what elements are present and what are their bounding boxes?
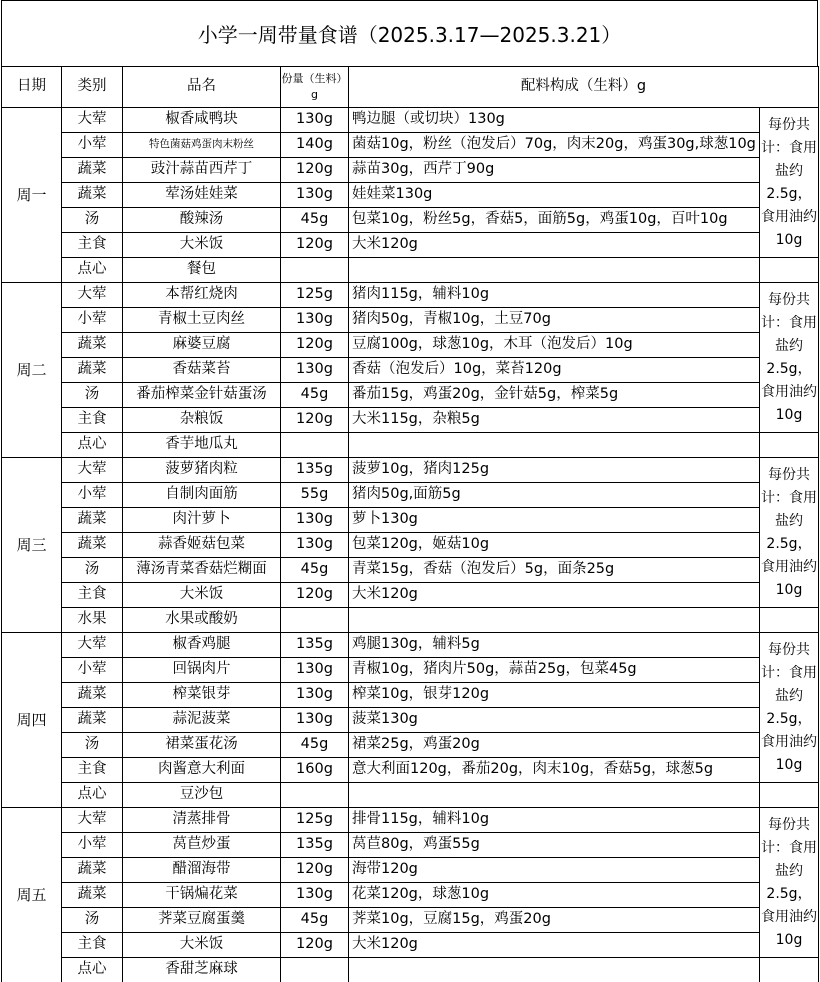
portion-cell: 120g bbox=[281, 583, 349, 608]
menu-row bbox=[2, 833, 819, 858]
menu-row bbox=[2, 583, 819, 608]
category-cell: 蔬菜 bbox=[62, 683, 123, 708]
dish-cell: 回锅肉片 bbox=[123, 658, 281, 683]
dish-cell: 蒜泥菠菜 bbox=[123, 708, 281, 733]
page-title: 小学一周带量食谱（2025.3.17—2025.3.21） bbox=[1, 0, 818, 66]
dish-cell: 肉酱意大利面 bbox=[123, 758, 281, 783]
menu-row bbox=[2, 233, 819, 258]
ingredients-cell: 大米120g bbox=[349, 583, 760, 608]
dish-cell: 荤汤娃娃菜 bbox=[123, 183, 281, 208]
empty-cell bbox=[760, 608, 819, 633]
menu-row bbox=[2, 708, 819, 733]
portion-cell: 130g bbox=[281, 108, 349, 133]
menu-row bbox=[2, 433, 819, 458]
ingredients-cell: 娃娃菜130g bbox=[349, 183, 760, 208]
menu-row bbox=[2, 333, 819, 358]
portion-cell: 120g bbox=[281, 233, 349, 258]
category-cell: 小荤 bbox=[62, 658, 123, 683]
menu-row bbox=[2, 858, 819, 883]
portion-cell bbox=[281, 433, 349, 458]
ingredients-cell: 荠菜10g，豆腐15g，鸡蛋20g bbox=[349, 908, 760, 933]
dish-cell: 蒜香姬菇包菜 bbox=[123, 533, 281, 558]
dish-cell: 餐包 bbox=[123, 258, 281, 283]
ingredients-cell: 菠萝10g，猪肉125g bbox=[349, 458, 760, 483]
ingredients-cell: 青菜15g，香菇（泡发后）5g，面条25g bbox=[349, 558, 760, 583]
portion-cell: 135g bbox=[281, 633, 349, 658]
empty-cell bbox=[760, 958, 819, 982]
dish-cell: 豆沙包 bbox=[123, 783, 281, 808]
dish-cell: 大米饭 bbox=[123, 583, 281, 608]
nutrition-note: 每份共计：食用盐约2.5g，食用油约10g bbox=[760, 458, 819, 608]
ingredients-cell: 花菜120g，球葱10g bbox=[349, 883, 760, 908]
header-row bbox=[2, 67, 819, 108]
header-portion: 份量（生料）g bbox=[281, 67, 349, 108]
portion-cell: 130g bbox=[281, 533, 349, 558]
menu-row bbox=[2, 908, 819, 933]
empty-cell bbox=[760, 433, 819, 458]
dish-cell: 薄汤青菜香菇烂糊面 bbox=[123, 558, 281, 583]
dish-cell: 醋溜海带 bbox=[123, 858, 281, 883]
menu-row bbox=[2, 883, 819, 908]
portion-cell bbox=[281, 783, 349, 808]
portion-cell: 130g bbox=[281, 658, 349, 683]
menu-row bbox=[2, 533, 819, 558]
menu-row bbox=[2, 558, 819, 583]
dish-cell: 香甜芝麻球 bbox=[123, 958, 281, 982]
portion-cell: 130g bbox=[281, 308, 349, 333]
portion-cell: 135g bbox=[281, 833, 349, 858]
ingredients-cell: 大米115g，杂粮5g bbox=[349, 408, 760, 433]
menu-row bbox=[2, 483, 819, 508]
dish-cell: 自制肉面筋 bbox=[123, 483, 281, 508]
category-cell: 蔬菜 bbox=[62, 708, 123, 733]
ingredients-cell: 榨菜10g，银芽120g bbox=[349, 683, 760, 708]
ingredients-cell: 鸡腿130g，辅料5g bbox=[349, 633, 760, 658]
category-cell: 水果 bbox=[62, 608, 123, 633]
category-cell: 主食 bbox=[62, 933, 123, 958]
portion-cell: 130g bbox=[281, 883, 349, 908]
nutrition-note: 每份共计：食用盐约2.5g，食用油约10g bbox=[760, 808, 819, 958]
category-cell: 小荤 bbox=[62, 833, 123, 858]
ingredients-cell: 排骨115g，辅料10g bbox=[349, 808, 760, 833]
category-cell: 蔬菜 bbox=[62, 858, 123, 883]
empty-cell bbox=[760, 258, 819, 283]
category-cell: 汤 bbox=[62, 558, 123, 583]
ingredients-cell: 萝卜130g bbox=[349, 508, 760, 533]
menu-row bbox=[2, 958, 819, 982]
portion-cell: 45g bbox=[281, 558, 349, 583]
ingredients-cell: 猪肉50g，青椒10g，土豆70g bbox=[349, 308, 760, 333]
category-cell: 点心 bbox=[62, 258, 123, 283]
portion-cell: 130g bbox=[281, 708, 349, 733]
header-category: 类别 bbox=[62, 67, 123, 108]
category-cell: 蔬菜 bbox=[62, 358, 123, 383]
menu-row bbox=[2, 208, 819, 233]
portion-cell: 135g bbox=[281, 458, 349, 483]
dish-cell: 肉汁萝卜 bbox=[123, 508, 281, 533]
category-cell: 汤 bbox=[62, 908, 123, 933]
menu-row bbox=[2, 683, 819, 708]
dish-cell: 青椒土豆肉丝 bbox=[123, 308, 281, 333]
dish-cell: 大米饭 bbox=[123, 933, 281, 958]
portion-cell bbox=[281, 958, 349, 982]
empty-cell bbox=[760, 783, 819, 808]
dish-cell: 椒香咸鸭块 bbox=[123, 108, 281, 133]
dish-cell: 特色菌菇鸡蛋肉末粉丝 bbox=[123, 133, 281, 158]
nutrition-note: 每份共计：食用盐约2.5g，食用油约10g bbox=[760, 283, 819, 433]
category-cell: 蔬菜 bbox=[62, 508, 123, 533]
menu-row bbox=[2, 508, 819, 533]
portion-cell bbox=[281, 258, 349, 283]
ingredients-cell bbox=[349, 958, 760, 982]
menu-row bbox=[2, 408, 819, 433]
menu-row bbox=[2, 283, 819, 308]
portion-cell: 45g bbox=[281, 733, 349, 758]
category-cell: 小荤 bbox=[62, 483, 123, 508]
portion-cell: 120g bbox=[281, 158, 349, 183]
menu-row bbox=[2, 358, 819, 383]
dish-cell: 香菇菜苔 bbox=[123, 358, 281, 383]
category-cell: 点心 bbox=[62, 433, 123, 458]
portion-cell: 130g bbox=[281, 183, 349, 208]
category-cell: 主食 bbox=[62, 583, 123, 608]
dish-cell: 番茄榨菜金针菇蛋汤 bbox=[123, 383, 281, 408]
dish-cell: 大米饭 bbox=[123, 233, 281, 258]
category-cell: 蔬菜 bbox=[62, 533, 123, 558]
ingredients-cell: 菠菜130g bbox=[349, 708, 760, 733]
dish-cell: 莴苣炒蛋 bbox=[123, 833, 281, 858]
ingredients-cell: 猪肉115g，辅料10g bbox=[349, 283, 760, 308]
category-cell: 大荤 bbox=[62, 458, 123, 483]
ingredients-cell: 海带120g bbox=[349, 858, 760, 883]
portion-cell: 120g bbox=[281, 858, 349, 883]
category-cell: 大荤 bbox=[62, 108, 123, 133]
day-label: 周三 bbox=[2, 458, 62, 633]
category-cell: 主食 bbox=[62, 758, 123, 783]
category-cell: 主食 bbox=[62, 408, 123, 433]
header-dish: 品名 bbox=[123, 67, 281, 108]
ingredients-cell: 猪肉50g,面筋5g bbox=[349, 483, 760, 508]
day-label: 周二 bbox=[2, 283, 62, 458]
ingredients-cell: 大米120g bbox=[349, 233, 760, 258]
dish-cell: 榨菜银芽 bbox=[123, 683, 281, 708]
ingredients-cell: 豆腐100g，球葱10g，木耳（泡发后）10g bbox=[349, 333, 760, 358]
dish-cell: 水果或酸奶 bbox=[123, 608, 281, 633]
ingredients-cell: 裙菜25g，鸡蛋20g bbox=[349, 733, 760, 758]
menu-sheet bbox=[1, 0, 819, 982]
menu-row bbox=[2, 733, 819, 758]
ingredients-cell: 香菇（泡发后）10g，菜苔120g bbox=[349, 358, 760, 383]
portion-cell: 120g bbox=[281, 408, 349, 433]
category-cell: 汤 bbox=[62, 733, 123, 758]
portion-cell: 130g bbox=[281, 683, 349, 708]
category-cell: 汤 bbox=[62, 383, 123, 408]
dish-cell: 杂粮饭 bbox=[123, 408, 281, 433]
dish-cell: 香芋地瓜丸 bbox=[123, 433, 281, 458]
nutrition-note: 每份共计：食用盐约2.5g，食用油约10g bbox=[760, 633, 819, 783]
portion-cell: 140g bbox=[281, 133, 349, 158]
menu-row bbox=[2, 258, 819, 283]
ingredients-cell: 包菜10g，粉丝5g，香菇5，面筋5g，鸡蛋10g，百叶10g bbox=[349, 208, 760, 233]
ingredients-cell: 菌菇10g，粉丝（泡发后）70g，肉末20g，鸡蛋30g,球葱10g bbox=[349, 133, 760, 158]
menu-row bbox=[2, 158, 819, 183]
ingredients-cell: 番茄15g，鸡蛋20g，金针菇5g，榨菜5g bbox=[349, 383, 760, 408]
menu-row bbox=[2, 808, 819, 833]
ingredients-cell bbox=[349, 783, 760, 808]
header-ingredients: 配料构成（生料）g bbox=[349, 67, 819, 108]
category-cell: 小荤 bbox=[62, 133, 123, 158]
ingredients-cell bbox=[349, 433, 760, 458]
portion-cell: 45g bbox=[281, 208, 349, 233]
header-date: 日期 bbox=[2, 67, 62, 108]
category-cell: 大荤 bbox=[62, 283, 123, 308]
ingredients-cell bbox=[349, 608, 760, 633]
day-label: 周五 bbox=[2, 808, 62, 982]
category-cell: 蔬菜 bbox=[62, 883, 123, 908]
category-cell: 大荤 bbox=[62, 633, 123, 658]
dish-cell: 清蒸排骨 bbox=[123, 808, 281, 833]
day-label: 周四 bbox=[2, 633, 62, 808]
category-cell: 蔬菜 bbox=[62, 158, 123, 183]
ingredients-cell: 大米120g bbox=[349, 933, 760, 958]
portion-cell: 125g bbox=[281, 283, 349, 308]
ingredients-cell: 莴苣80g，鸡蛋55g bbox=[349, 833, 760, 858]
dish-cell: 豉汁蒜苗西芹丁 bbox=[123, 158, 281, 183]
menu-table bbox=[1, 66, 819, 982]
portion-cell bbox=[281, 608, 349, 633]
ingredients-cell: 包菜120g，姬菇10g bbox=[349, 533, 760, 558]
category-cell: 蔬菜 bbox=[62, 333, 123, 358]
portion-cell: 45g bbox=[281, 908, 349, 933]
dish-cell: 麻婆豆腐 bbox=[123, 333, 281, 358]
portion-cell: 160g bbox=[281, 758, 349, 783]
nutrition-note: 每份共计：食用盐约2.5g，食用油约10g bbox=[760, 108, 819, 258]
menu-row bbox=[2, 633, 819, 658]
portion-cell: 120g bbox=[281, 933, 349, 958]
ingredients-cell bbox=[349, 258, 760, 283]
menu-row bbox=[2, 458, 819, 483]
menu-row bbox=[2, 108, 819, 133]
menu-row bbox=[2, 308, 819, 333]
category-cell: 点心 bbox=[62, 783, 123, 808]
portion-cell: 130g bbox=[281, 508, 349, 533]
dish-cell: 本帮红烧肉 bbox=[123, 283, 281, 308]
category-cell: 蔬菜 bbox=[62, 183, 123, 208]
category-cell: 汤 bbox=[62, 208, 123, 233]
menu-row bbox=[2, 133, 819, 158]
menu-row bbox=[2, 933, 819, 958]
category-cell: 主食 bbox=[62, 233, 123, 258]
dish-cell: 椒香鸡腿 bbox=[123, 633, 281, 658]
portion-cell: 125g bbox=[281, 808, 349, 833]
dish-cell: 干锅煸花菜 bbox=[123, 883, 281, 908]
dish-cell: 酸辣汤 bbox=[123, 208, 281, 233]
portion-cell: 45g bbox=[281, 383, 349, 408]
dish-cell: 裙菜蛋花汤 bbox=[123, 733, 281, 758]
menu-row bbox=[2, 383, 819, 408]
category-cell: 大荤 bbox=[62, 808, 123, 833]
dish-cell: 菠萝猪肉粒 bbox=[123, 458, 281, 483]
portion-cell: 130g bbox=[281, 358, 349, 383]
menu-row bbox=[2, 658, 819, 683]
category-cell: 点心 bbox=[62, 958, 123, 982]
menu-row bbox=[2, 783, 819, 808]
ingredients-cell: 蒜苗30g，西芹丁90g bbox=[349, 158, 760, 183]
ingredients-cell: 鸭边腿（或切块）130g bbox=[349, 108, 760, 133]
portion-cell: 55g bbox=[281, 483, 349, 508]
menu-row bbox=[2, 758, 819, 783]
category-cell: 小荤 bbox=[62, 308, 123, 333]
menu-row bbox=[2, 608, 819, 633]
ingredients-cell: 意大利面120g，番茄20g，肉末10g，香菇5g，球葱5g bbox=[349, 758, 760, 783]
day-label: 周一 bbox=[2, 108, 62, 283]
portion-cell: 120g bbox=[281, 333, 349, 358]
dish-cell: 荠菜豆腐蛋羹 bbox=[123, 908, 281, 933]
menu-row bbox=[2, 183, 819, 208]
ingredients-cell: 青椒10g，猪肉片50g，蒜苗25g，包菜45g bbox=[349, 658, 760, 683]
